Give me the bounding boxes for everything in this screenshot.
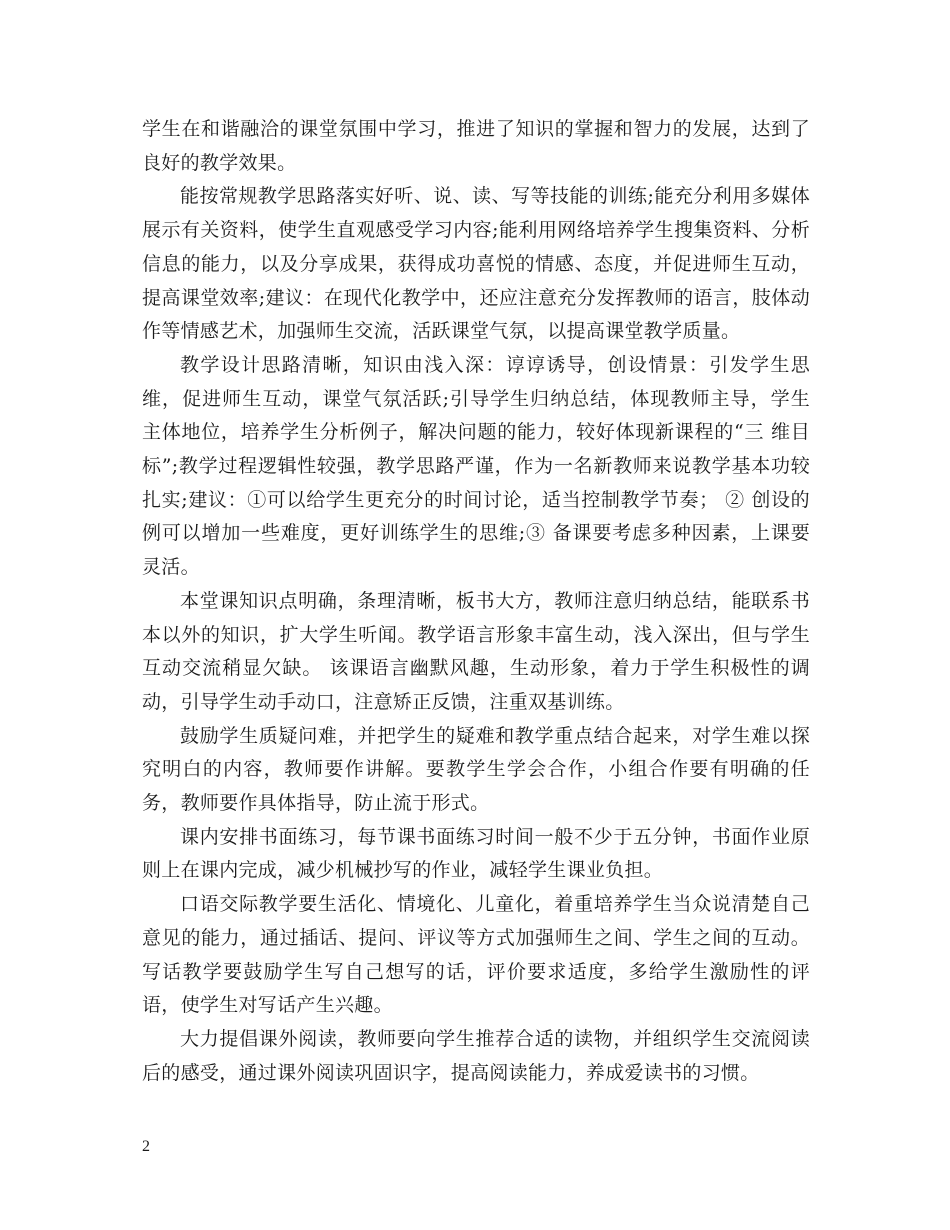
paragraph-5: 鼓励学生质疑问难，并把学生的疑难和教学重点结合起来，对学生难以探究明白的内容，教师要作讲解。要教学生学会合作，小组合作要有明确的任务，教师要作具体指导，防止流于形式。	[142, 724, 810, 815]
document-page	[142, 113, 810, 1090]
paragraph-8: 大力提倡课外阅读，教师要向学生推荐合适的读物，并组织学生交流阅读后的感受，通过课外阅读巩固识字，提高阅读能力，养成爱读书的习惯。	[142, 1027, 810, 1084]
page-number: 2	[142, 1138, 150, 1155]
paragraph-4: 本堂课知识点明确，条理清晰，板书大方，教师注意归纳总结，能联系书本以外的知识，扩大学生听闻。教学语言形象丰富生动，浅入深出，但与学生互动交流稍显欠缺。 该课语言幽默风趣，生动形象，着力于学生积极性的调动，引导学生动手动口，注意矫正反馈，注重双基训练。	[142, 589, 810, 713]
paragraph-7: 口语交际教学要生活化、情境化、儿童化，着重培养学生当众说清楚自己意见的能力，通过插话、提问、评议等方式加强师生之间、学生之间的互动。写话教学要鼓励学生写自己想写的话，评价要求适度，多给学生激励性的评语，使学生对写话产生兴趣。	[142, 893, 810, 1017]
paragraph-3: 教学设计思路清晰，知识由浅入深：谆谆诱导，创设情景：引发学生思维，促进师生互动，课堂气氛活跃;引导学生归纳总结，体现教师主导，学生 主体地位，培养学生分析例子，解决问题的能力，较好体现新课程的“三 维目标”;教学过程逻辑性较强，教学思路严谨，作为一名新教师来说教学基本功较 扎实;建议：①可以给学生更充分的时间讨论，适当控制教学节奏； ② 创设的例可以增加一些难度，更好训练学生的思维;③ 备课要考虑多种因素，上课要灵活。	[142, 353, 810, 579]
paragraph-6: 课内安排书面练习，每节课书面练习时间一般不少于五分钟，书面作业原则上在课内完成，减少机械抄写的作业，减轻学生课业负担。	[142, 825, 810, 882]
paragraph-1: 学生在和谐融洽的课堂氛围中学习，推进了知识的掌握和智力的发展，达到了良好的教学效果。	[142, 118, 810, 174]
paragraph-2: 能按常规教学思路落实好听、说、读、写等技能的训练;能充分利用多媒体展示有关资料，使学生直观感受学习内容;能利用网络培养学生搜集资料、分析信息的能力，以及分享成果，获得成功喜悦的情感、态度，并促进师生互动，提高课堂效率;建议：在现代化教学中，还应注意充分发挥教师的语言，肢体动作等情感艺术，加强师生交流，活跃课堂气氛，以提高课堂教学质量。	[142, 185, 810, 343]
